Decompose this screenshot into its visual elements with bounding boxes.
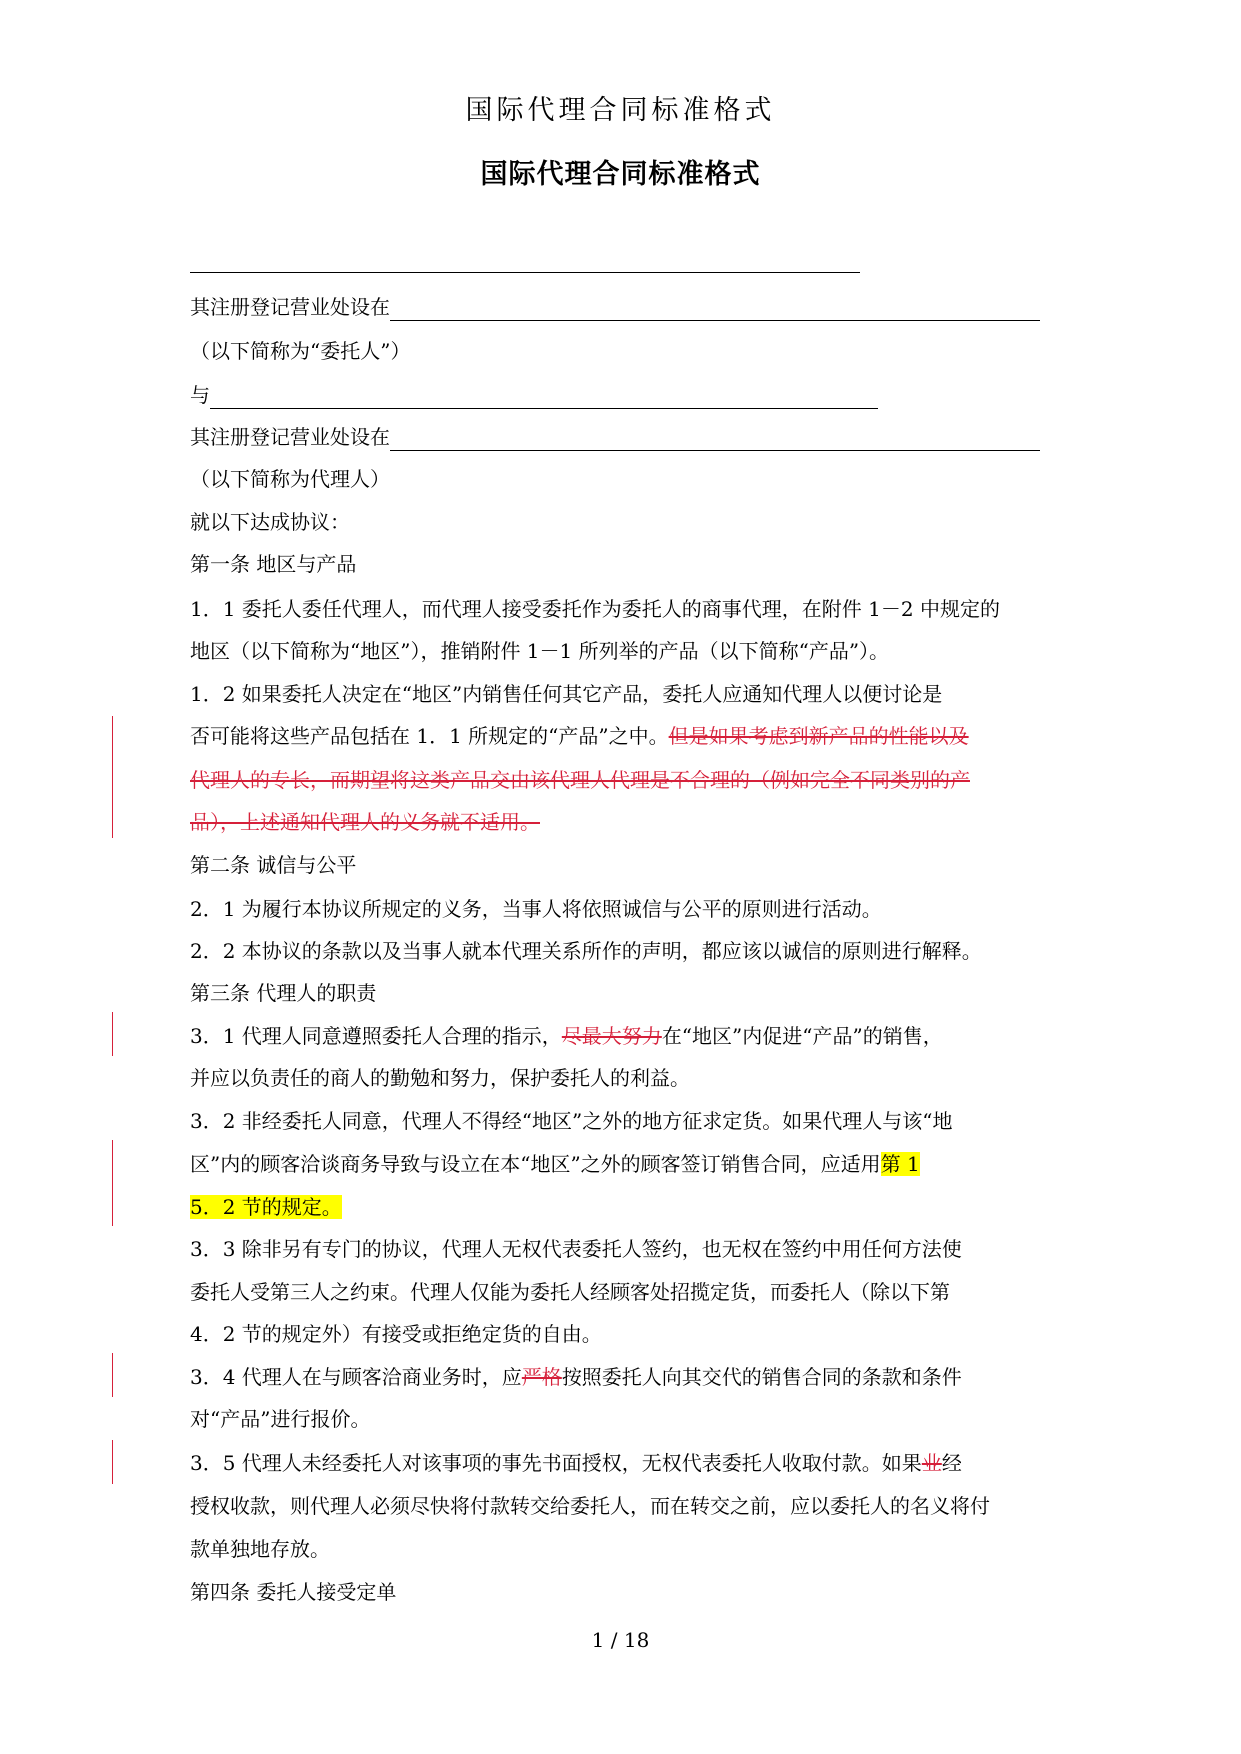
- revision-bar: [112, 1012, 113, 1056]
- revision-bar: [112, 1140, 113, 1226]
- clause-3-4-line-1: 3．4 代理人在与顾客洽商业务时，应严格按照委托人向其交代的销售合同的条款和条件: [190, 1365, 962, 1389]
- revision-bar: [112, 1353, 113, 1397]
- clause-1-2-line-4: 品），上述通知代理人的义务就不适用。: [190, 810, 540, 834]
- line-agent-defined: （以下简称为代理人）: [190, 467, 390, 491]
- document-title: 国际代理合同标准格式: [480, 159, 761, 190]
- revision-bar: [112, 716, 113, 838]
- clause-1-2-line-1: 1．2 如果委托人决定在“地区”内销售任何其它产品，委托人应通知代理人以便讨论是: [190, 682, 943, 706]
- address-blank-1[interactable]: [390, 298, 1040, 321]
- line-registered-office-2: 其注册登记营业处设在: [190, 423, 1040, 451]
- party-name-blank[interactable]: [190, 250, 860, 273]
- page-number: 1 / 18: [591, 1628, 650, 1652]
- clause-3-3-line-2: 委托人受第三人之约束。代理人仅能为委托人经顾客处招揽定货，而委托人（除以下第: [190, 1280, 950, 1304]
- clause-3-3-line-3: 4．2 节的规定外）有接受或拒绝定货的自由。: [190, 1322, 602, 1346]
- address-blank-2[interactable]: [390, 428, 1040, 451]
- line-registered-office-1: 其注册登记营业处设在: [190, 293, 1040, 321]
- clause-1-2-line-2: 否可能将这些产品包括在 1．1 所规定的“产品”之中。但是如果考虑到新产品的性能以及: [190, 724, 969, 748]
- article-4-heading: 第四条 委托人接受定单: [190, 1580, 397, 1604]
- clause-3-1-line-1: 3．1 代理人同意遵照委托人合理的指示，尽最大努力在“地区”内促进“产品”的销售，: [190, 1024, 943, 1048]
- article-3-heading: 第三条 代理人的职责: [190, 981, 377, 1005]
- deleted-text: 业: [921, 1451, 942, 1475]
- line-agreement-intro: 就以下达成协议：: [190, 510, 350, 534]
- highlighted-text: 第 1: [880, 1152, 920, 1176]
- clause-2-2: 2．2 本协议的条款以及当事人就本代理关系所作的声明，都应该以诚信的原则进行解释。: [190, 939, 982, 963]
- running-header: 国际代理合同标准格式: [465, 95, 776, 126]
- agent-name-blank[interactable]: [210, 386, 878, 409]
- deleted-text: 但是如果考虑到新产品的性能以及: [668, 724, 969, 748]
- deleted-text: 尽最大努力: [561, 1024, 662, 1048]
- article-2-heading: 第二条 诚信与公平: [190, 853, 357, 877]
- clause-3-5-line-2: 授权收款，则代理人必须尽快将付款转交给委托人，而在转交之前，应以委托人的名义将付: [190, 1494, 990, 1518]
- clause-2-1: 2．1 为履行本协议所规定的义务，当事人将依照诚信与公平的原则进行活动。: [190, 897, 882, 921]
- clause-3-1-line-2: 并应以负责任的商人的勤勉和努力，保护委托人的利益。: [190, 1066, 690, 1090]
- line-and: 与: [190, 381, 878, 409]
- clause-1-1-line-1: 1．1 委托人委任代理人，而代理人接受委托作为委托人的商事代理，在附件 1－2 中规定的: [190, 597, 1000, 621]
- highlighted-text: 5．2 节的规定。: [190, 1195, 342, 1219]
- clause-3-3-line-1: 3．3 除非另有专门的协议，代理人无权代表委托人签约，也无权在签约中用任何方法使: [190, 1237, 962, 1261]
- clause-3-2-line-3: [190, 1193, 342, 1221]
- clause-1-1-line-2: 地区（以下简称为“地区”），推销附件 1－1 所列举的产品（以下简称“产品”）。: [190, 639, 890, 663]
- article-1-heading: 第一条 地区与产品: [190, 552, 357, 576]
- clause-3-4-line-2: 对“产品”进行报价。: [190, 1407, 371, 1431]
- line-principal-defined: （以下简称为“委托人”）: [190, 339, 411, 363]
- revision-bar: [112, 1440, 113, 1484]
- clause-3-5-line-1: 3．5 代理人未经委托人对该事项的事先书面授权，无权代表委托人收取付款。如果业经: [190, 1451, 962, 1475]
- clause-3-5-line-3: 款单独地存放。: [190, 1537, 330, 1561]
- clause-3-2-line-1: 3．2 非经委托人同意，代理人不得经“地区”之外的地方征求定货。如果代理人与该“地: [190, 1109, 953, 1133]
- clause-3-2-line-2: 区”内的顾客洽谈商务导致与设立在本“地区”之外的顾客签订销售合同，应适用第 1: [190, 1152, 920, 1176]
- clause-1-2-line-3: 代理人的专长，而期望将这类产品交由该代理人代理是不合理的（例如完全不同类别的产: [190, 768, 970, 792]
- deleted-text: 严格: [521, 1365, 562, 1389]
